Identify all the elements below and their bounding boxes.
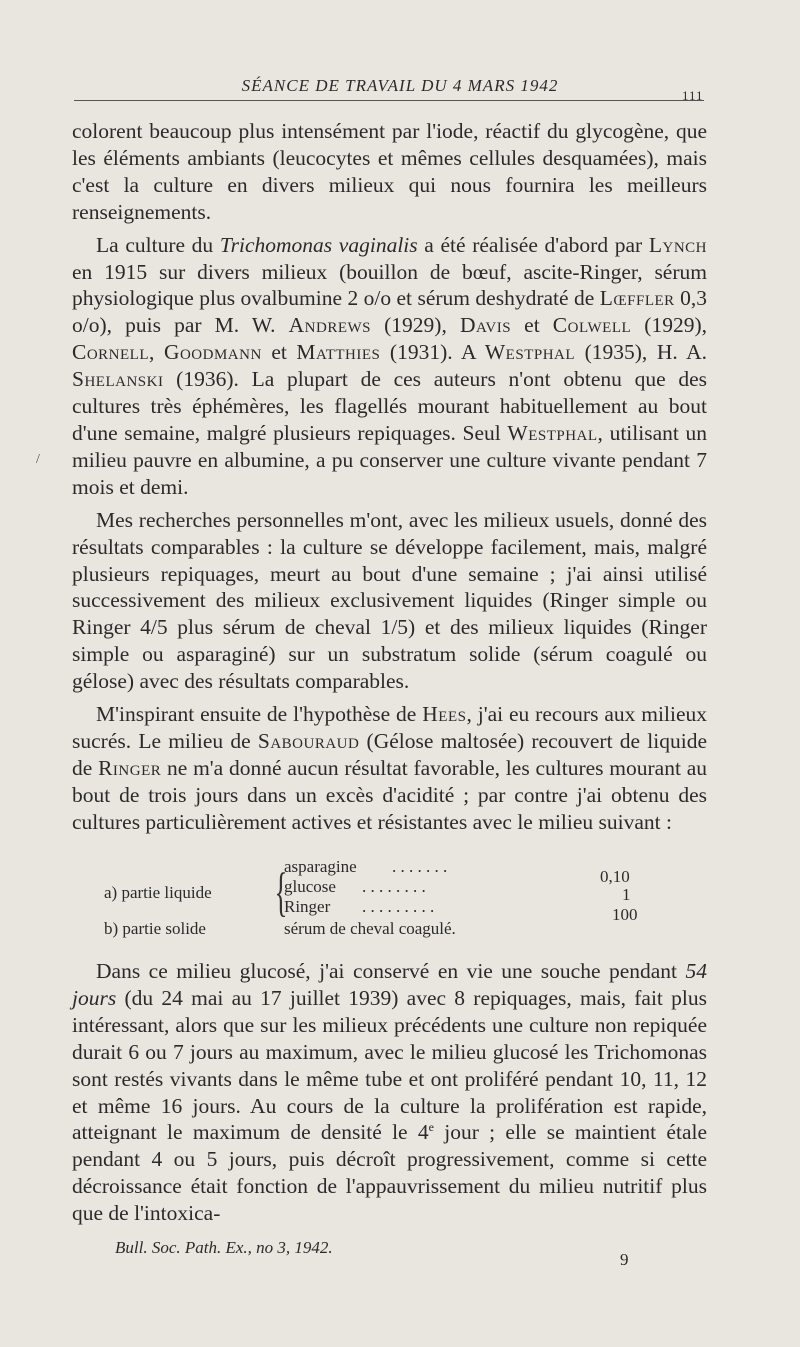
recipe-item-qty: 100 (612, 905, 638, 924)
recipe-item-dots: . . . . . . . (392, 857, 448, 876)
recipe-liquid-label: a) partie liquide (104, 883, 212, 902)
paragraph-2: La culture du Trichomonas vaginalis a été réalisée d'abord par Lynch en 1915 sur divers milieux (bouillon de bœuf, ascite-Ringer, sérum physiologique plus ovalbumine 2 o/o et sérum deshydraté de Lœffler 0,3 o/o), puis par M. W. Andrews (1929), Davis et Colwell (1929), Cornell, Goodmann et Matthies (1931). A Westphal (1935), H. A. Shelanski (1936). La plupart de ces auteurs n'ont obtenu que des cultures très éphémères, les flagellés mourant habituellement au bout d'une semaine, malgré plusieurs repiquages. Seul Westphal, utilisant un milieu pauvre en albumine, a pu conserver une culture vivante pendant 7 mois et demi. (72, 232, 708, 499)
duration-italic: 54 jours (72, 959, 707, 1010)
author-davis: Davis (459, 313, 512, 338)
author-cornell: Cornell (72, 340, 149, 365)
page-number: 111 (682, 88, 704, 103)
paragraph-1: colorent beaucoup plus intensément par l'iode, réactif du glycogène, que les éléments ambiants (leucocytes et mêmes cellules desquamées), mais c'est la culture en divers milieux qui nous fournira les meilleurs renseignements. (72, 119, 707, 224)
recipe-item-qty: 0,10 (600, 867, 630, 886)
recipe-solid-value: sérum de cheval coagulé. (284, 919, 456, 938)
margin-mark: / (36, 452, 40, 467)
author-ringer: Ringer (98, 755, 162, 780)
signature-number: 9 (620, 1250, 629, 1269)
running-head: SÉANCE DE TRAVAIL DU 4 MARS 1942 (241, 76, 559, 95)
author-westphal: Westphal (484, 340, 576, 365)
author-hees: Hees (422, 702, 467, 727)
paragraph-5: Dans ce milieu glucosé, j'ai conservé en vie une souche pendant 54 jours (du 24 mai au 17 juillet 1939) avec 8 repiquages, mais, fait plus intéressant, alors que sur les milieux précédents une culture non repiquée durait 6 ou 7 jours au maximum, avec le milieu glucosé les Trichomonas sont restés vivants dans le même tube et ont proliféré pendant 10, 11, 12 et même 16 jours. Au cours de la culture la prolifération est rapide, atteignant le maximum de densité le 4e jour ; elle se maintient étale pendant 4 ou 5 jours, puis décroît progressivement, comme si cette décroissance était fonction de l'appauvrissement du milieu nutritif plus que de l'intoxica- (72, 959, 707, 1226)
recipe-item-name: glucose (284, 877, 336, 896)
author-sabouraud: Sabouraud (257, 728, 360, 753)
paragraph-3: Mes recherches personnelles m'ont, avec les milieux usuels, donné des résultats comparables : la culture se développe facilement, mais, malgré plusieurs repiquages, meurt au bout d'une semaine ; j'ai ainsi utilisé successivement des milieux exclusivement liquides (Ringer simple ou Ringer 4/5 plus sérum de cheval 1/5) et des milieux liquides (Ringer simple ou asparaginé) sur un substratum solide (sérum coagulé ou gélose) avec des résultats comparables. (72, 507, 707, 694)
recipe-item-name: Ringer (284, 897, 331, 916)
body-text-lower (72, 958, 707, 1233)
author-colwell: Colwell (552, 313, 632, 338)
recipe-item-dots: . . . . . . . . (362, 877, 426, 896)
paragraph-4: M'inspirant ensuite de l'hypothèse de Hees, j'ai eu recours aux milieux sucrés. Le milieu de Sabouraud (Gélose maltosée) recouvert de liquide de Ringer ne m'a donné aucun résultat favorable, les cultures mourant au bout de trois jours dans un excès d'acidité ; par contre j'ai obtenu des cultures particulièrement actives et résistantes avec le milieu suivant : (72, 702, 707, 834)
body-text-upper (72, 118, 707, 842)
recipe-solid-label: b) partie solide (104, 919, 206, 938)
author-loeffler: Lœffler (599, 286, 675, 311)
author-westphal-2: Westphal (507, 420, 598, 445)
brace-icon: { (274, 862, 288, 922)
author-shelanski: Shelanski (72, 367, 164, 392)
journal-citation: Bull. Soc. Path. Ex., no 3, 1942. (115, 1238, 333, 1257)
recipe-item-dots: . . . . . . . . . (362, 897, 435, 916)
author-lynch: Lynch (648, 232, 707, 257)
author-goodmann: Goodmann (163, 340, 262, 365)
species-name: Trichomonas vaginalis (219, 232, 418, 257)
culture-medium-recipe (72, 855, 707, 945)
recipe-item-qty: 1 (622, 885, 631, 904)
superscript: e (428, 1120, 434, 1135)
header-rule (74, 100, 704, 101)
author-andrews: Andrews (288, 313, 372, 338)
recipe-item-name: asparagine (284, 857, 357, 876)
author-matthies: Matthies (296, 340, 381, 365)
